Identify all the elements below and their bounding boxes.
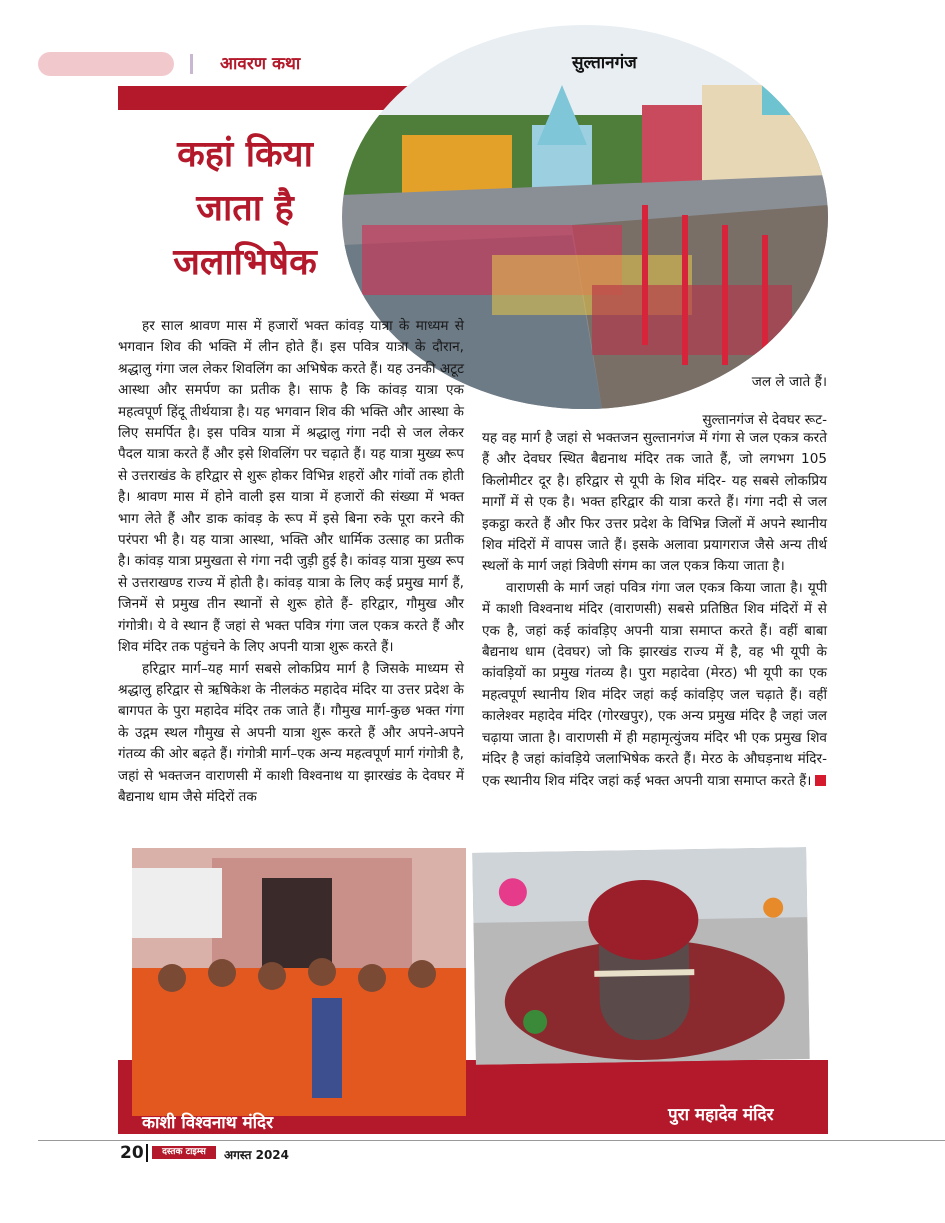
page-title	[130, 128, 360, 290]
photo-caption-kashi: काशी विश्वनाथ मंदिर	[142, 1113, 274, 1133]
pura-mahadev-photo	[472, 847, 810, 1065]
headline-line-1: कहां किया	[177, 134, 313, 175]
photo-caption-pura: पुरा महादेव मंदिर	[668, 1105, 774, 1125]
footer-rule	[38, 1140, 945, 1141]
footer-separator	[146, 1144, 148, 1162]
photo-caption-sultanganj: सुल्तानगंज	[572, 53, 637, 73]
page-number: 20	[120, 1143, 144, 1163]
article-paragraph	[482, 578, 827, 792]
continued-text-fragment: जल ले जाते हैं।	[751, 374, 827, 390]
magazine-logo: दस्तक टाइम्स	[152, 1146, 216, 1159]
headline-line-2: जाता है	[196, 188, 294, 229]
header-pill-decoration	[38, 52, 174, 76]
kashi-vishwanath-photo	[132, 848, 466, 1116]
route-subheading: सुल्तानगंज से देवघर रूट-	[702, 412, 827, 428]
shivling-illustration	[472, 847, 810, 1065]
article-right-column	[482, 428, 827, 792]
section-label: आवरण कथा	[220, 54, 301, 74]
article-left-column	[118, 316, 464, 808]
end-of-article-square	[815, 775, 826, 786]
article-paragraph-text: वाराणसी के मार्ग जहां पवित्र गंगा जल एकत्र किया जाता है। यूपी में काशी विश्वनाथ मंदिर (वाराणसी) सबसे प्रतिष्ठित शिव मंदिरों में से एक है, जहां कई कांवड़िए अपनी यात्रा समाप्त करते हैं। वहीं बाबा बैद्यनाथ धाम (देवघर) जो कि झारखंड राज्य में है, वह भी यूपी के कांवड़ियों का प्रमुख गंतव्य है। पुरा महादेवा (मेरठ) भी यूपी का एक महत्वपूर्ण स्थानीय शिव मंदिर जहां कई कांवड़िए जल चढ़ाते हैं। वहीं कालेश्वर महादेव मंदिर (गोरखपुर), एक अन्य प्रमुख मंदिर है जहां जल चढ़ाया जाता है। वाराणसी में ही महामृत्युंजय मंदिर भी एक प्रमुख शिव मंदिर है जहां कांवड़िये जलाभिषेक करते हैं। मेरठ के औघड़नाथ मंदिर- एक स्थानीय शिव मंदिर जहां कई भक्त अपनी यात्रा समाप्त करते हैं।	[482, 579, 827, 789]
devotees-illustration	[132, 848, 466, 1116]
issue-date: अगस्त 2024	[224, 1148, 290, 1162]
article-paragraph: यह वह मार्ग है जहां से भक्तजन सुल्तानगंज में गंगा से जल एकत्र करते हैं और देवघर स्थित बैद्यनाथ मंदिर तक जाते हैं, जो लगभग 105 किलोमीटर दूर है। हरिद्वार से यूपी के शिव मंदिर- यह सबसे लोकप्रिय मार्गों में से एक है। भक्त हरिद्वार की यात्रा करते हैं। गंगा नदी से जल इकट्ठा करते हैं और फिर उत्तर प्रदेश के विभिन्न जिलों में अपने स्थानीय शिव मंदिरों में वापस जाते हैं। इसके अलावा प्रयागराज जैसे अन्य तीर्थ स्थलों के मार्ग जहां त्रिवेणी संगम का जल एकत्र किया जाता है।	[482, 430, 827, 575]
article-paragraph: हरिद्वार मार्ग–यह मार्ग सबसे लोकप्रिय मार्ग है जिसके माध्यम से श्रद्धालु हरिद्वार से ऋषिकेश के नीलकंठ महादेव मंदिर या उत्तर प्रदेश के बागपत के पुरा महादेव मंदिर तक जाते हैं। गौमुख मार्ग-कुछ भक्त गंगा के उद्गम स्थल गौमुख से अपनी यात्रा शुरू करते हैं और अपने-अपने गंतव्य की ओर बढ़ते हैं। गंगोत्री मार्ग–एक अन्य महत्वपूर्ण मार्ग गंगोत्री है, जहां से भक्तजन वाराणसी में काशी विश्वनाथ या झारखंड के देवघर में बैद्यनाथ धाम जैसे मंदिरों तक	[118, 660, 464, 805]
headline-line-3: जलाभिषेक	[173, 242, 317, 283]
header-separator	[190, 54, 193, 74]
article-paragraph: हर साल श्रावण मास में हजारों भक्त कांवड़ यात्रा के माध्यम से भगवान शिव की भक्ति में लीन होते हैं। इस पवित्र यात्रा के दौरान, श्रद्धालु गंगा जल लेकर शिवलिंग का अभिषेक करते हैं। यह उनकी अटूट आस्था और समर्पण का प्रतीक है। साफ है कि कांवड़ यात्रा एक महत्वपूर्ण हिंदू तीर्थयात्रा है। यह भगवान शिव की भक्ति और आस्था के लिए समर्पित है। इस पवित्र यात्रा में श्रद्धालु गंगा नदी से जल लेकर पैदल यात्रा करते हैं और इसे शिवलिंग पर चढ़ाते हैं। यह यात्रा मुख्य रूप से उत्तराखंड के हरिद्वार से शुरू होकर विभिन्न शहरों और गांवों तक होती है। श्रावण मास में होने वाली इस यात्रा में हजारों की संख्या में भक्त भाग लेते हैं और डाक कांवड़ के रूप में इसे बिना रुके पूरा करने की परंपरा भी है। यह यात्रा आस्था, भक्ति और धार्मिक उत्साह का प्रतीक है। कांवड़ यात्रा प्रमुखता से गंगा नदी जुड़ी हुई है। कांवड़ यात्रा मुख्य रूप से उत्तराखण्ड राज्य में होती है। कांवड़ यात्रा के लिए कई प्रमुख मार्ग हैं, जिनमें से प्रमुख तीन स्थानों से शुरू होते हैं- हरिद्वार, गौमुख और गंगोत्री। ये वे स्थान हैं जहां से भक्त पवित्र गंगा जल एकत्र करते हैं और शिव मंदिर तक पहुंचने के लिए अपनी यात्रा शुरू करते हैं।	[118, 318, 464, 656]
headline-red-bar	[118, 86, 418, 110]
